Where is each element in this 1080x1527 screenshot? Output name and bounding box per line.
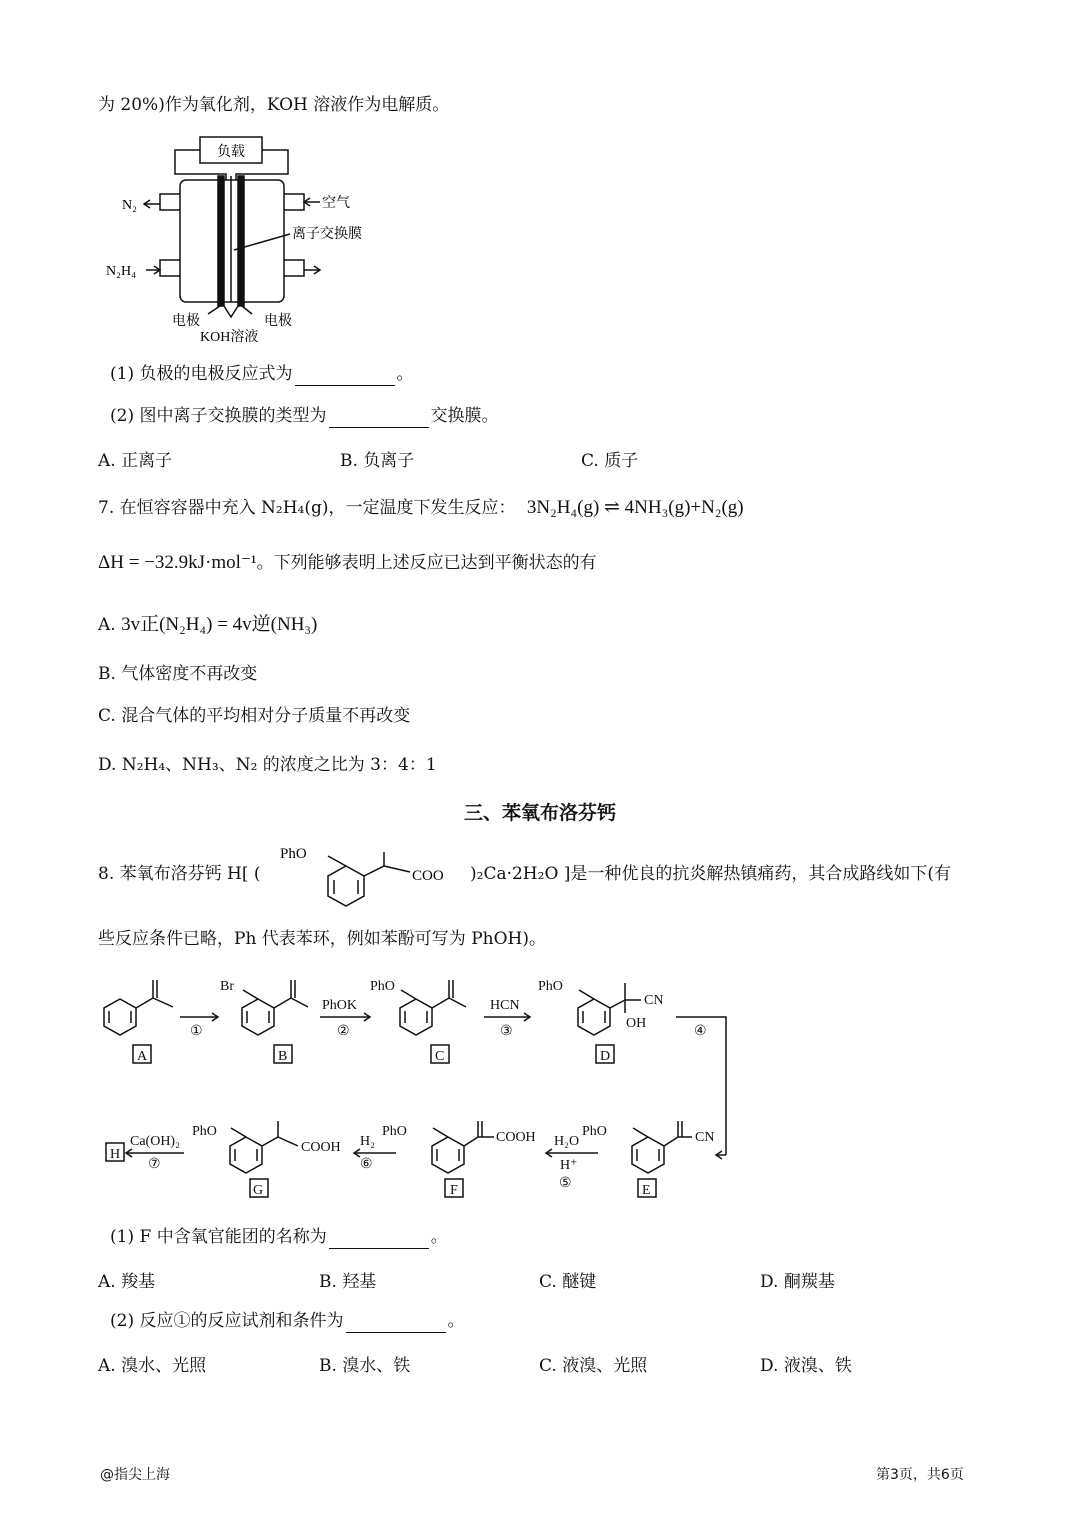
d-oh: OH (626, 1016, 647, 1031)
q7-option-a[interactable]: A. 3v正(N₂H₄) = 4v逆(NH₃) (98, 614, 318, 635)
q7-option-b[interactable]: B. 气体密度不再改变 (98, 664, 258, 684)
q8-2-option-b[interactable]: B. 溴水、铁 (319, 1356, 411, 1376)
reagent-hcn: HCN (490, 998, 520, 1013)
label-b: B (278, 1049, 288, 1064)
reagent-h-plus: H⁺ (560, 1158, 578, 1173)
step-3: ③ (500, 1024, 513, 1039)
reagent-phok: PhOK (322, 998, 358, 1013)
f-pho: PhO (382, 1124, 407, 1139)
q6-option-a[interactable]: A. 正离子 (98, 451, 173, 471)
fuel-cell-diagram (100, 132, 380, 347)
step-4: ④ (694, 1024, 707, 1039)
label-c: C (435, 1049, 445, 1064)
q6-sub2: (2) 图中离子交换膜的类型为 交换膜。 (110, 406, 499, 426)
label-d: D (600, 1049, 611, 1064)
reagent-h2o: H₂O (554, 1134, 580, 1149)
step-5: ⑤ (559, 1176, 572, 1191)
struct-pho: PhO (280, 846, 307, 862)
electrode-left-label: 电极 (172, 314, 200, 329)
q7-option-d[interactable]: D. N₂H₄、NH₃、N₂ 的浓度之比为 3：4：1 (98, 755, 437, 775)
q8-2-option-a[interactable]: A. 溴水、光照 (98, 1356, 207, 1376)
struct-coo: COO (412, 868, 444, 884)
n2h4-label: N₂H₄ (106, 264, 136, 279)
c-pho: PhO (370, 979, 395, 994)
reagent-caoh2: Ca(OH)₂ (130, 1134, 180, 1149)
q7-equation: 3N₂H₄(g) ⇌ 4NH₃(g)+N₂(g) (526, 497, 744, 518)
answer-blank[interactable] (346, 1314, 446, 1333)
fenoprofen-structure (272, 838, 472, 916)
q7-stem: 7. 在恒容容器中充入 N₂H₄(g)，一定温度下发生反应： 3N₂H₄(g) ⇌ 4NH₃(g)+N₂(g) (98, 497, 744, 518)
label-a: A (137, 1049, 148, 1064)
q8-1-option-c[interactable]: C. 醚键 (539, 1272, 597, 1292)
step-2: ② (337, 1024, 350, 1039)
q8-stem-line2: 些反应条件已略，Ph 代表苯环，例如苯酚可写为 PhOH)。 (98, 929, 546, 949)
air-label: 空气 (322, 196, 350, 211)
membrane-label: 离子交换膜 (292, 227, 362, 242)
label-e: E (642, 1183, 651, 1198)
q8-sub1: (1) F 中含氧官能团的名称为 。 (110, 1227, 448, 1247)
q6-sub1: (1) 负极的电极反应式为 。 (110, 364, 414, 384)
q7-option-c[interactable]: C. 混合气体的平均相对分子质量不再改变 (98, 706, 411, 726)
d-pho: PhO (538, 979, 563, 994)
q8-1-option-d[interactable]: D. 酮羰基 (760, 1272, 835, 1292)
intro-line: 为 20%)作为氧化剂，KOH 溶液作为电解质。 (98, 95, 450, 115)
g-cooh: COOH (301, 1140, 341, 1155)
koh-label: KOH溶液 (200, 330, 259, 345)
q8-1-option-a[interactable]: A. 羧基 (98, 1272, 156, 1292)
step-7: ⑦ (148, 1157, 161, 1172)
e-pho: PhO (582, 1124, 607, 1139)
b-br: Br (220, 979, 234, 994)
step-1: ① (190, 1024, 203, 1039)
answer-blank[interactable] (329, 1230, 429, 1249)
q8-stem-formula: )₂Ca·2H₂O ]是一种优良的抗炎解热镇痛药，其合成路线如下(有 (470, 864, 952, 884)
q8-2-option-c[interactable]: C. 液溴、光照 (539, 1356, 648, 1376)
footer-page-number: 第3页，共6页 (876, 1467, 964, 1483)
n2-label: N₂ (122, 198, 137, 213)
footer-source: @指尖上海 (100, 1467, 170, 1483)
d-cn: CN (644, 993, 664, 1008)
reagent-h2: H₂ (360, 1134, 375, 1149)
f-cooh: COOH (496, 1130, 536, 1145)
q7-dh-line: ΔH = −32.9kJ·mol⁻¹。下列能够表明上述反应已达到平衡状态的有 (98, 552, 597, 573)
e-cn: CN (695, 1130, 715, 1145)
q7-dh: ΔH = −32.9kJ·mol⁻¹ (98, 552, 257, 573)
answer-blank[interactable] (295, 367, 395, 386)
answer-blank[interactable] (329, 409, 429, 428)
label-g: G (253, 1183, 264, 1198)
load-label: 负载 (217, 145, 245, 160)
q8-1-option-b[interactable]: B. 羟基 (319, 1272, 377, 1292)
section-title: 三、苯氧布洛芬钙 (463, 802, 616, 824)
step-6: ⑥ (360, 1157, 373, 1172)
label-h: H (110, 1147, 121, 1162)
q8-2-option-d[interactable]: D. 液溴、铁 (760, 1356, 852, 1376)
synthesis-scheme (98, 965, 748, 1210)
label-f: F (450, 1183, 458, 1198)
electrode-right-label: 电极 (264, 314, 292, 329)
g-pho: PhO (192, 1124, 217, 1139)
q6-option-c[interactable]: C. 质子 (581, 451, 639, 471)
q8-sub2: (2) 反应①的反应试剂和条件为 。 (110, 1311, 465, 1331)
q6-option-b[interactable]: B. 负离子 (340, 451, 415, 471)
q8-stem-pre: 8. 苯氧布洛芬钙 H[ ( (98, 864, 261, 884)
